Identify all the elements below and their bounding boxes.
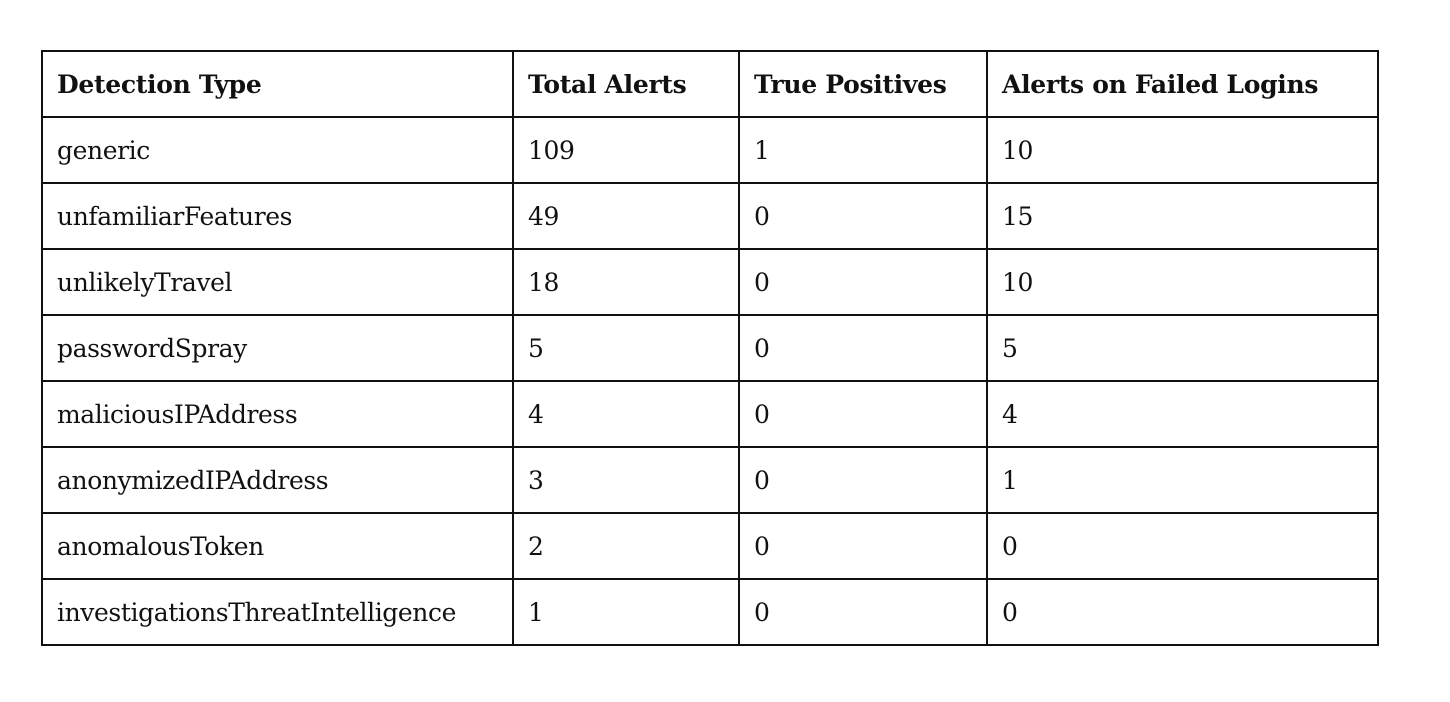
cell-alerts-on-failed-logins: 10 (987, 249, 1378, 315)
cell-detection-type: passwordSpray (42, 315, 513, 381)
cell-true-positives: 0 (739, 315, 987, 381)
cell-total-alerts: 49 (513, 183, 739, 249)
cell-true-positives: 0 (739, 381, 987, 447)
table-header-row (42, 51, 1378, 117)
cell-detection-type: anomalousToken (42, 513, 513, 579)
table-row (42, 183, 1378, 249)
cell-alerts-on-failed-logins: 4 (987, 381, 1378, 447)
cell-detection-type: anonymizedIPAddress (42, 447, 513, 513)
cell-detection-type: unlikelyTravel (42, 249, 513, 315)
cell-detection-type: unfamiliarFeatures (42, 183, 513, 249)
table-row (42, 513, 1378, 579)
cell-alerts-on-failed-logins: 15 (987, 183, 1378, 249)
cell-total-alerts: 5 (513, 315, 739, 381)
cell-true-positives: 0 (739, 447, 987, 513)
cell-alerts-on-failed-logins: 0 (987, 579, 1378, 645)
cell-true-positives: 0 (739, 579, 987, 645)
table-row (42, 579, 1378, 645)
table-row (42, 381, 1378, 447)
cell-true-positives: 0 (739, 183, 987, 249)
detection-alerts-table (41, 50, 1379, 646)
cell-detection-type: investigationsThreatIntelligence (42, 579, 513, 645)
table-row (42, 447, 1378, 513)
table-row (42, 249, 1378, 315)
cell-alerts-on-failed-logins: 10 (987, 117, 1378, 183)
table-row (42, 315, 1378, 381)
header-alerts-on-failed-logins: Alerts on Failed Logins (987, 51, 1378, 117)
cell-detection-type: generic (42, 117, 513, 183)
cell-alerts-on-failed-logins: 0 (987, 513, 1378, 579)
cell-total-alerts: 2 (513, 513, 739, 579)
header-true-positives: True Positives (739, 51, 987, 117)
cell-total-alerts: 4 (513, 381, 739, 447)
cell-alerts-on-failed-logins: 1 (987, 447, 1378, 513)
cell-true-positives: 0 (739, 249, 987, 315)
cell-alerts-on-failed-logins: 5 (987, 315, 1378, 381)
cell-total-alerts: 3 (513, 447, 739, 513)
cell-total-alerts: 18 (513, 249, 739, 315)
cell-detection-type: maliciousIPAddress (42, 381, 513, 447)
header-detection-type: Detection Type (42, 51, 513, 117)
cell-true-positives: 0 (739, 513, 987, 579)
table-row (42, 117, 1378, 183)
cell-total-alerts: 109 (513, 117, 739, 183)
cell-true-positives: 1 (739, 117, 987, 183)
header-total-alerts: Total Alerts (513, 51, 739, 117)
cell-total-alerts: 1 (513, 579, 739, 645)
